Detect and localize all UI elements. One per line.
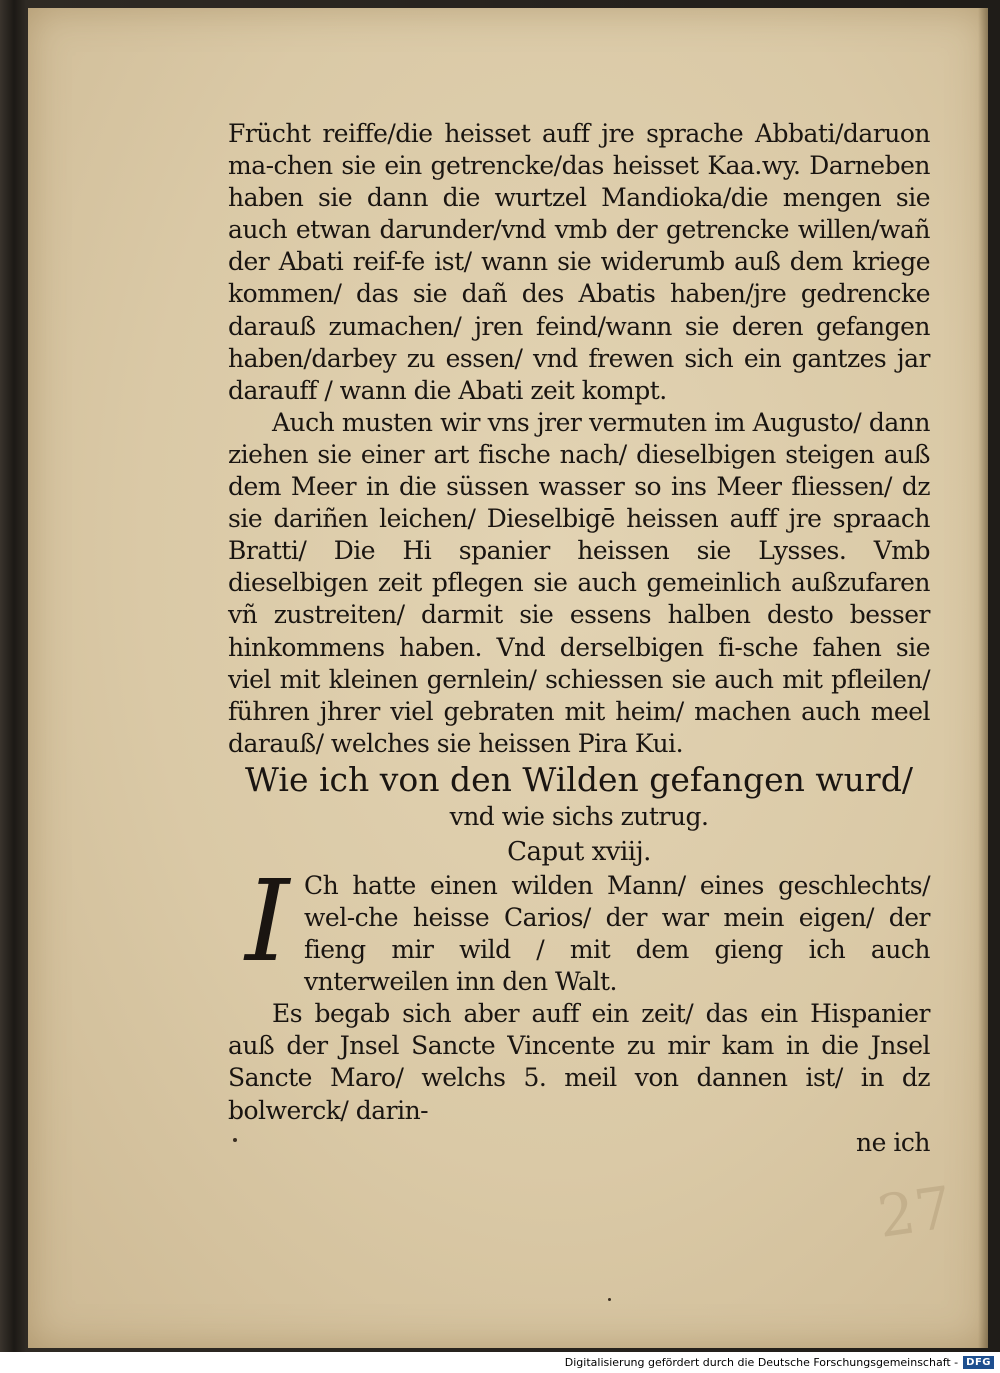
drop-cap-initial: I (245, 856, 289, 987)
page-edge-shadow (978, 8, 988, 1348)
paper-speck (608, 1298, 611, 1301)
footer-credit-bar (0, 1352, 1000, 1373)
paragraph-fruit-drink: Frücht reiffe/die heisset auff jre sprache Abbati/daruon ma-chen sie ein getrencke/das heisset Kaa.wy. Darneben haben sie dann die wurtzel Mandioka/die mengen sie auch etwan darunder/vnd vmb der getrencke willen/wañ der Abati reif-fe ist/ wann sie widerumb auß dem kriege kommen/ das sie dañ des Abatis haben/jre gedrencke darauß zumachen/ jren feind/wann sie deren gefangen haben/darbey zu essen/ vnd frewen sich ein gantzes jar darauff / wann die Abati zeit kompt. (228, 119, 930, 405)
paragraph-wild-man-text: Ch hatte einen wilden Mann/ eines geschlechts/ wel-che heisse Carios/ der war mein eigen/ der fieng mir wild / mit dem gieng ich auch vnterweilen inn den Walt. (304, 870, 930, 997)
chapter-subheading: vnd wie sichs zutrug. (449, 801, 709, 831)
chapter-heading: Wie ich von den Wilden gefangen wurd/ (245, 759, 913, 799)
paragraph-spaniard-visit: Es begab sich aber auff ein zeit/ das ein Hispanier auß der Jnsel Sancte Vincente zu mir kam in die Jnsel Sancte Maro/ welchs 5. meil von dannen ist/ in dz bolwerck/ darin- (228, 999, 930, 1125)
paragraph-fish-season: Auch musten wir vns jrer vermuten im Augusto/ dann ziehen sie einer art fische nach/ dieselbigen steigen auß dem Meer in die süssen wasser so ins Meer fliessen/ dz sie dariñen leichen/ Dieselbigē heissen auff jre spraach Bratti/ Die Hi spanier heissen sie Lysses. Vmb dieselbigen zeit pflegen sie auch gemeinlich außzufaren vñ zustreiten/ darmit sie essens halben desto besser hinkommens haben. Vnd derselbigen fi-sche fahen sie viel mit kleinen gernlein/ schiessen sie auch mit pfleilen/ führen jhrer viel gebraten mit heim/ machen auch meel darauß/ welches sie heissen Pira Kui. (228, 407, 930, 758)
catchword: ne ich (856, 1127, 930, 1157)
paragraph-wild-man (228, 856, 930, 998)
chapter-number: Caput xviij. (507, 836, 651, 867)
bleed-through-mark: 27 (873, 1173, 957, 1251)
footer-credit-text: Digitalisierung gefördert durch die Deutsche Forschungsgemeinschaft - (564, 1356, 959, 1369)
page-text (228, 118, 930, 1159)
dfg-logo: DFG (963, 1356, 994, 1369)
